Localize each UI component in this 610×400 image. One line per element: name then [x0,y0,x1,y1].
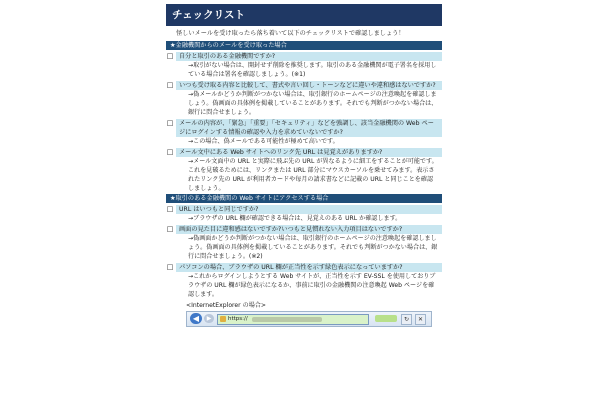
blurred-url [252,317,322,322]
checklist-item [166,205,442,214]
ie-caption: <InternetExplorer の場合> [186,302,266,309]
checklist-item [166,263,442,272]
checkbox-icon: □ [166,52,174,60]
page-title: チェックリスト [166,4,442,26]
checkbox-icon: □ [166,148,174,156]
checkbox-icon: □ [166,263,174,271]
url-field[interactable] [217,314,369,325]
lock-icon [220,316,226,322]
refresh-icon[interactable]: ↻ [401,314,412,325]
checklist-page [166,4,442,396]
section-2 [166,194,442,299]
answer-text: →偽メールかどうか判断がつかない場合は、取引銀行のホームページの注意喚起を確認しましょう。偽画面の具体例を掲載していることがあります。それでも判断がつかない場合は、銀行に問合せましょう。 [188,91,438,116]
answer-text: →これからログインしようとする Web サイトが、正当性を示す EV-SSL を使用しておりブラウザの URL 欄が緑色表示になるか、事前に取引の金融機関の注意喚起 Web ページを確認します。 [188,273,436,298]
url-prefix: https:// [228,316,248,322]
section-1 [166,41,442,193]
checkbox-icon: □ [166,225,174,233]
answer-text: →ブラウザの URL 欄が確認できる場合は、見覚えのある URL か確認します。 [188,215,402,222]
checklist-item [166,52,442,61]
back-icon[interactable]: ◀ [190,313,202,324]
section-header: ★取引のある金融機関の Web サイトにアクセスする場合 [166,194,442,203]
question-text: パソコンの場合、ブラウザの URL 欄が正当性を示す緑色表示になっていますか? [176,263,442,272]
answer-text: →この場合、偽メールである可能性が極めて高いです。 [188,138,339,145]
question-text: 画面の見た目に違和感はないですか?いつもと見慣れない入力項目はないですか? [176,225,442,234]
checkbox-icon: □ [166,81,174,89]
question-text: メールの内容が、「緊急」「重要」「セキュリティ」などを強調し、該当金融機関の Web ページにログインする情報の確認や入力を求めていないですか? [176,119,442,137]
checklist-item [166,81,442,90]
blurred-site-identity [375,315,397,322]
question-text: メール文中にある Web サイトへのリンク先 URL は見覚えがありますか? [176,148,442,157]
checklist-item [166,148,442,157]
answer-text: →メール文面中の URL と実際に飛ぶ先の URL が異なるように細工をすることが可能です。これを見破るためには、リンクまたは URL 部分にマウスカーソルを乗せてみます。表示されたリンク先の URL が利用者カードや毎月の請求書などに記載の URL と同じことを確認しましょう。 [188,158,438,192]
answer-text: →偽画面かどうか判断がつかない場合は、取引銀行のホームページの注意喚起を確認しましょう。偽画面の具体例を掲載していることがあります。それでも判断がつかない場合は、銀行に問合せましょう。(※2) [188,235,438,260]
question-text: いつも受け取る内容と比較して、書式や言い回し・トーンなどに違いや違和感はないですか? [176,81,442,90]
question-text: 自分と取引のある金融機関ですか? [176,52,442,61]
question-text: URL はいつもと同じですか? [176,205,442,214]
section-header: ★金融機関からのメールを受け取った場合 [166,41,442,50]
checkbox-icon: □ [166,205,174,213]
checkbox-icon: □ [166,119,174,127]
checklist-item [166,119,442,137]
intro-text: 怪しいメールを受け取ったら落ち着いて以下のチェックリストで確認しましょう！ [176,30,405,37]
forward-icon[interactable]: ▶ [204,314,214,323]
stop-icon[interactable]: ✕ [415,314,426,325]
ie-address-bar-screenshot [186,311,432,327]
answer-text: →取引がない場合は、開封せず削除を推奨します。取引のある金融機関が電子署名を採用している場合は署名を確認しましょう。(※1) [188,62,437,78]
checklist-item [166,225,442,234]
